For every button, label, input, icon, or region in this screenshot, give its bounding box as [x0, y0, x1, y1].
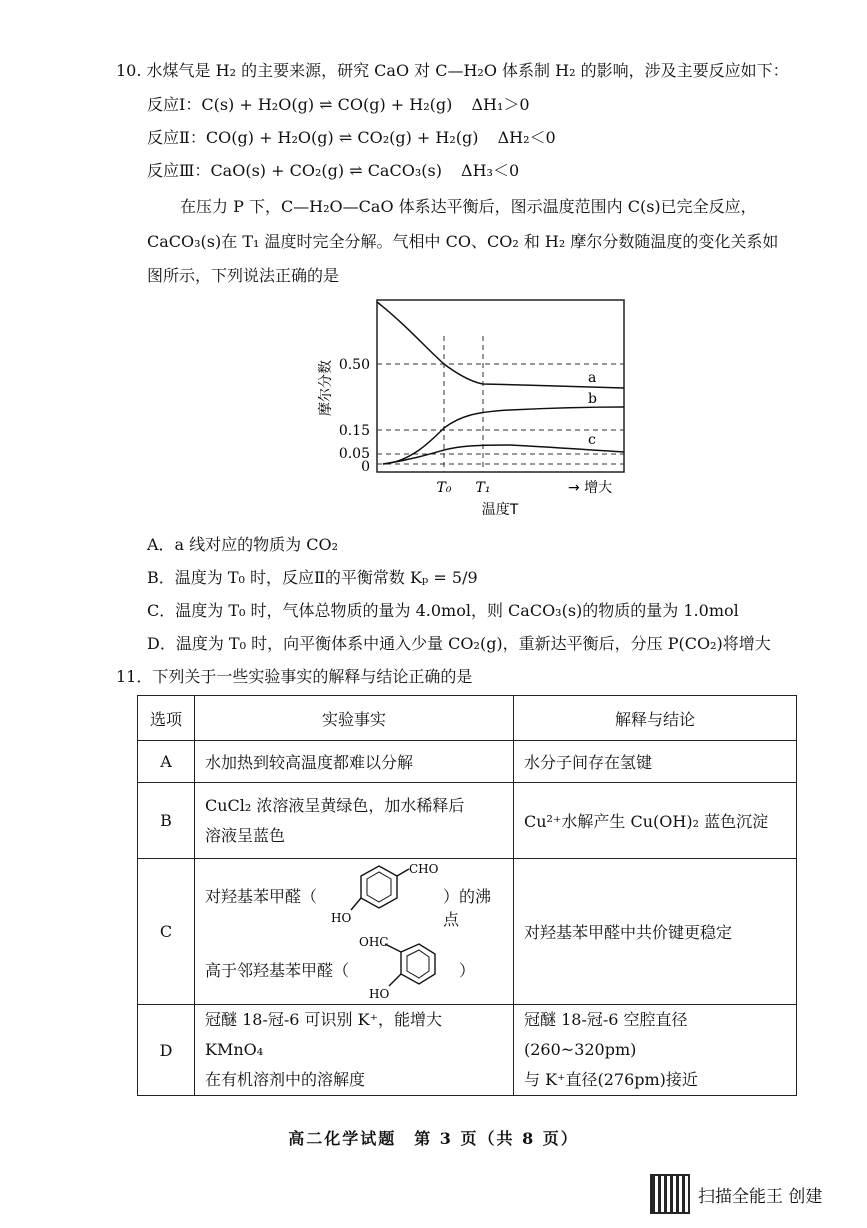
table-row: [138, 783, 797, 859]
row-c-fact-text-1b: ）的沸点: [443, 886, 492, 929]
watermark-text: 扫描全能王 创建: [698, 1186, 823, 1207]
reaction-2-equation: CO(g) + H₂O(g) ⇌ CO₂(g) + H₂(g): [205, 128, 479, 147]
row-c-option: C: [138, 859, 195, 1005]
reaction-2: [147, 127, 556, 149]
row-c-fact-line-2: [205, 932, 503, 1002]
q10-stem: 10. 水煤气是 H₂ 的主要来源，研究 CaO 对 C—H₂O 体系制 H₂ 的影响，涉及主要反应如下：: [116, 61, 789, 80]
qr-code-icon: [652, 1176, 688, 1212]
q10-paragraph-1: 在压力 P 下，C—H₂O—CaO 体系达平衡后，图示温度范围内 C(s)已完全反应，: [180, 197, 757, 216]
q11-stem: 11．下列关于一些实验事实的解释与结论正确的是: [116, 667, 473, 686]
ytick-015: 0.15: [338, 423, 370, 439]
reaction-3-label: 反应Ⅲ：: [147, 161, 211, 180]
series-a-label: a: [588, 370, 597, 386]
row-d-conclusion-line-2: 与 K⁺直径(276pm)接近: [524, 1070, 698, 1089]
reaction-1: [147, 94, 530, 116]
option-a: A．a 线对应的物质为 CO₂: [147, 535, 339, 554]
row-c-fact: [195, 859, 514, 1005]
reaction-1-label: 反应Ⅰ：: [147, 95, 202, 114]
reaction-3-equation: CaO(s) + CO₂(g) ⇌ CaCO₃(s): [210, 161, 442, 180]
series-c-label: c: [588, 432, 596, 448]
row-d-conclusion: [514, 1005, 797, 1096]
table-row: [138, 1005, 797, 1096]
y-axis-label: 摩尔分数: [318, 360, 334, 416]
scanner-watermark: [652, 1176, 822, 1212]
ohc-label: OHC: [359, 934, 389, 949]
row-d-fact-line-2: 在有机溶剂中的溶解度: [205, 1070, 366, 1089]
row-d-conclusion-line-1: 冠醚 18-冠-6 空腔直径(260~320pm): [524, 1010, 688, 1059]
reaction-3: [147, 160, 519, 182]
header-fact: 实验事实: [195, 696, 514, 741]
q10-paragraph-3: 图所示，下列说法正确的是: [147, 266, 340, 285]
reaction-2-label: 反应Ⅱ：: [147, 128, 206, 147]
row-b-option: B: [138, 783, 195, 859]
mole-fraction-chart: [310, 292, 650, 524]
x-axis-label: 温度T: [481, 502, 519, 518]
xtick-t0: T₀: [436, 480, 452, 496]
row-b-fact: [195, 783, 514, 859]
cho-label: CHO: [409, 861, 439, 876]
reaction-1-enthalpy: ΔH₁＞0: [471, 95, 530, 114]
reaction-1-equation: C(s) + H₂O(g) ⇌ CO(g) + H₂(g): [201, 95, 453, 114]
row-a-conclusion: 水分子间存在氢键: [514, 741, 797, 783]
reaction-3-enthalpy: ΔH₃＜0: [461, 161, 520, 180]
series-b-label: b: [588, 391, 597, 407]
row-d-fact: [195, 1005, 514, 1096]
row-b-fact-line-2: 溶液呈蓝色: [205, 825, 286, 845]
ho-label-2: HO: [369, 986, 390, 1001]
chart-frame: [377, 300, 624, 472]
ytick-050: 0.50: [338, 357, 370, 373]
table-row: [138, 741, 797, 783]
option-d: D．温度为 T₀ 时，向平衡体系中通入少量 CO₂(g)，重新达平衡后，分压 P(CO₂)将增大: [147, 634, 771, 653]
q10-paragraph-2: CaCO₃(s)在 T₁ 温度时完全分解。气相中 CO、CO₂ 和 H₂ 摩尔分数随温度的变化关系如: [147, 232, 779, 251]
ho-label-1: HO: [331, 910, 352, 925]
row-d-option: D: [138, 1005, 195, 1096]
option-c: C．温度为 T₀ 时，气体总物质的量为 4.0mol，则 CaCO₃(s)的物质的量为 1.0mol: [147, 601, 739, 620]
curve-a: [377, 302, 624, 388]
para-hydroxybenzaldehyde-structure: [325, 861, 439, 930]
header-option: 选项: [138, 696, 195, 741]
row-b-fact-line-1: CuCl₂ 浓溶液呈黄绿色，加水稀释后: [205, 795, 465, 815]
row-c-fact-text-2b: ）: [459, 960, 476, 980]
row-a-fact: 水加热到较高温度都难以分解: [195, 741, 514, 783]
ytick-005: 0.05: [338, 446, 370, 462]
reaction-2-enthalpy: ΔH₂＜0: [497, 128, 556, 147]
row-a-option: A: [138, 741, 195, 783]
row-b-conclusion: Cu²⁺水解产生 Cu(OH)₂ 蓝色沉淀: [514, 783, 797, 859]
row-c-fact-text-1: 对羟基苯甲醛（: [205, 886, 318, 906]
row-c-fact-text-2: 高于邻羟基苯甲醛（: [205, 960, 350, 980]
xtick-t1: T₁: [475, 480, 491, 496]
table-header-row: [138, 696, 797, 741]
x-arrow-label: → 增大: [568, 480, 613, 496]
ytick-0: 0: [361, 459, 370, 475]
ortho-hydroxybenzaldehyde-structure: [355, 932, 455, 1000]
row-c-fact-line-1: [205, 862, 503, 932]
q11-table: [137, 695, 797, 1096]
row-d-fact-line-1: 冠醚 18-冠-6 可识别 K⁺，能增大 KMnO₄: [205, 1010, 443, 1059]
header-conclusion: 解释与结论: [514, 696, 797, 741]
table-row: [138, 859, 797, 1005]
option-b: B．温度为 T₀ 时，反应Ⅱ的平衡常数 Kₚ = 5/9: [147, 568, 478, 587]
row-c-conclusion: 对羟基苯甲醛中共价键更稳定: [514, 859, 797, 1005]
page-footer: 高二化学试题 第 3 页（共 8 页）: [288, 1129, 579, 1148]
